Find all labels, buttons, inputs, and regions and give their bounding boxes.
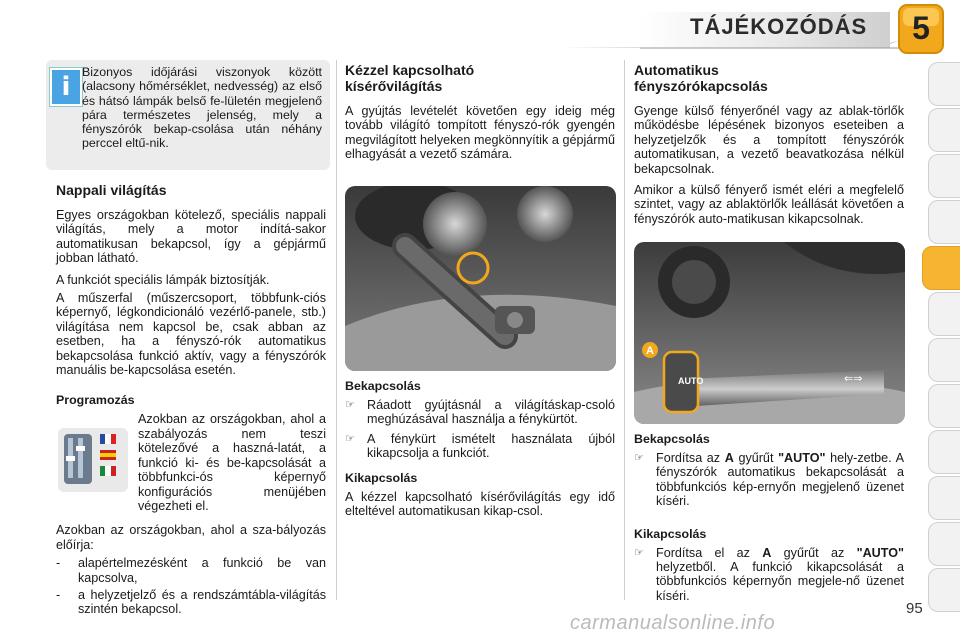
list-item-text: Fordítsa az A gyűrűt "AUTO" hely-zetbe. A fényszórók automatikus bekapcsolását a többfunkciós kép-ernyőn megjelenő üzenet kíséri.: [656, 451, 904, 509]
section-heading-daytime-lights: Nappali világítás: [56, 182, 167, 198]
dash-bullet: -: [56, 556, 61, 571]
chapter-tab[interactable]: [928, 522, 960, 566]
page-header: [0, 0, 960, 58]
paragraph: Gyenge külső fényerőnél vagy az ablak-törlők működésbe lépésének bizonyos eseteiben a helyzetjelzők és a tompított fényszórók automatikusan, a vezető beavatkozása nélkül bekapcsolnak.: [634, 104, 904, 176]
column-auto-headlights: [634, 62, 904, 233]
subheading-switch-on: Bekapcsolás: [345, 379, 421, 393]
paragraph: Azokban az országokban, ahol a sza-bályozás előírja:: [56, 523, 326, 552]
chapter-tab[interactable]: [928, 62, 960, 106]
chapter-number: 5: [912, 10, 930, 46]
subheading-switch-off: Kikapcsolás: [634, 526, 707, 541]
info-box-text: Bizonyos időjárási viszonyok között (alacsony hőmérséklet, nedvesség) az első és hátsó lámpák belső fe-lületén megjelenő pára természetes jelenség, mely a fényszórók bekap-csolása után néhány perccel eltű-nik.: [82, 65, 322, 151]
list-item: [345, 398, 615, 427]
list-item-text: a helyzetjelző és a rendszámtábla-világítás szintén bekapcsol.: [78, 587, 326, 617]
stalk-photo-manual: [345, 186, 616, 371]
chapter-tab[interactable]: [928, 430, 960, 474]
section-heading-manual-guide-lights: Kézzel kapcsolható kísérővilágítás: [345, 62, 475, 94]
dash-bullet: -: [56, 587, 61, 602]
info-icon: i: [50, 68, 82, 106]
programming-block: [56, 412, 326, 513]
auto-ring-label: AUTO: [678, 376, 704, 386]
chapter-tab[interactable]: [928, 292, 960, 336]
paragraph: A funkciót speciális lámpák biztosítják.: [56, 272, 270, 287]
pointing-hand-icon: ☞: [345, 398, 355, 411]
chapter-tabs: [920, 62, 960, 622]
list-item-text: Ráadott gyújtásnál a világításkap-csoló meghúzásával használja a fénykürtöt.: [367, 398, 615, 427]
subheading-switch-off: Kikapcsolás: [345, 470, 418, 485]
settings-control-graphic: [56, 412, 138, 502]
chapter-number-badge: [896, 2, 946, 56]
page-number: 95: [906, 600, 923, 617]
column-manual-guide-lights: [345, 62, 615, 169]
chapter-tab[interactable]: [928, 568, 960, 612]
subheading-switch-on: Bekapcsolás: [634, 432, 710, 446]
list-item: [634, 546, 904, 604]
list-item-text: Fordítsa el az A gyűrűt az "AUTO" helyzetből. A funkció kikapcsolását a többfunkciós képernyőn megjele-nő üzenet kíséri.: [656, 545, 904, 603]
chapter-tab[interactable]: [928, 154, 960, 198]
list-item: [345, 432, 615, 461]
pointing-hand-icon: ☞: [634, 545, 644, 559]
watermark: carmanualsonline.info: [570, 612, 776, 634]
paragraph: A kézzel kapcsolható kísérővilágítás egy idő elteltével automatikusan kikap-csol.: [345, 489, 615, 519]
svg-text:⇐⇒: ⇐⇒: [844, 372, 863, 385]
column-divider: [624, 60, 625, 600]
chapter-tab[interactable]: [928, 476, 960, 520]
section-heading-auto-headlights: Automatikus fényszórókapcsolás: [634, 62, 768, 94]
chapter-tab[interactable]: [928, 200, 960, 244]
column-daytime-lights: [56, 182, 326, 620]
list-item-text: A fénykürt ismételt használata újból kikapcsolja a funkciót.: [367, 431, 615, 461]
list-item: [634, 451, 904, 509]
chapter-tab[interactable]: [928, 108, 960, 152]
chapter-tab[interactable]: [928, 338, 960, 382]
chapter-tab[interactable]: [928, 384, 960, 428]
column-divider: [336, 60, 337, 600]
stalk-photo-auto: [634, 242, 905, 424]
list-item-text: alapértelmezésként a funkció be van kapcsolva,: [78, 556, 326, 585]
list-item: [56, 556, 326, 585]
pointing-hand-icon: ☞: [634, 451, 644, 464]
chapter-title: TÁJÉKOZÓDÁS: [690, 14, 868, 39]
ring-callout-letter: A: [646, 345, 654, 357]
paragraph: A gyújtás levételét követően egy ideig még tovább világító tompított fényszó-rók gyengén megvilágított helyeken megkönnyítik a gépjármű elhagyását a vezető számára.: [345, 104, 615, 162]
column-auto-headlights-lower: [634, 432, 904, 608]
paragraph: Amikor a külső fényerő ismét eléri a megfelelő szintet, vagy az ablaktörlők leállását követően a fényszórók auto-matikusan kikapcsolnak.: [634, 183, 904, 226]
subheading-programming: Programozás: [56, 393, 135, 408]
column-manual-guide-lights-lower: [345, 379, 615, 525]
pointing-hand-icon: ☞: [345, 431, 355, 445]
chapter-tab-active[interactable]: [922, 246, 960, 290]
list-item: [56, 588, 326, 617]
paragraph: Egyes országokban kötelező, speciális nappali világítás, mely a motor indítá-sakor automatikusan bekapcsol, így a gépjármű jobban látható.: [56, 208, 326, 266]
paragraph: A műszerfal (műszercsoport, többfunk-ciós képernyő, légkondicionáló vezérlő-panele, stb.) világítása nem kapcsol be, csak abban az esetben, ha a fényszó-rók automatikus bekapcsolása funkció aktív, vagy a fényszórók manuális be-kapcsolása esetén.: [56, 291, 326, 378]
programming-text: Azokban az országokban, ahol a szabályozás nem teszi kötelezővé a haszná-latát, a funkció ki- és be-kapcsolását a többfunkci-ós képernyő konfigurációs menüjében végezheti el.: [138, 412, 326, 513]
